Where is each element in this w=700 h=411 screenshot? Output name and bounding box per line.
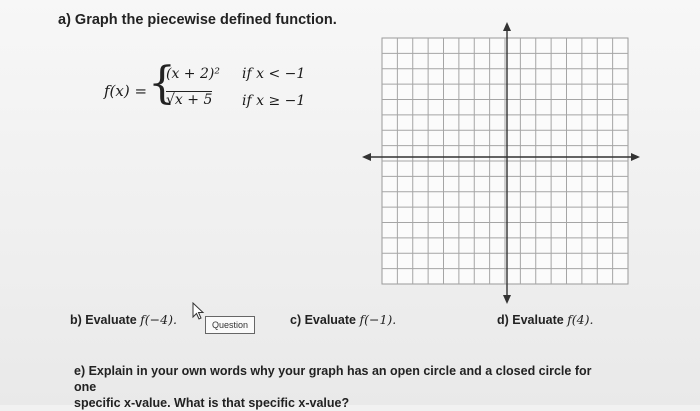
grid-svg[interactable] <box>362 22 640 304</box>
case-2-expression: √x + 5 <box>166 92 213 108</box>
x-axis-left-arrow-icon <box>362 153 371 161</box>
part-c: c) Evaluate f(−1). <box>290 312 397 327</box>
part-e <box>74 363 614 411</box>
x-axis-right-arrow-icon <box>631 153 640 161</box>
case-2-condition: if x ≥ −1 <box>242 93 306 109</box>
case-1-expression: (x + 2)² <box>166 66 220 82</box>
mouse-cursor-icon <box>192 302 206 325</box>
question-button[interactable]: Question <box>205 316 255 334</box>
case-1-condition: if x < −1 <box>242 66 306 82</box>
part-d: d) Evaluate f(4). <box>497 312 594 327</box>
function-name: f(x) = <box>104 82 148 100</box>
coordinate-grid[interactable] <box>362 22 640 304</box>
y-axis-up-arrow-icon <box>503 22 511 31</box>
y-axis-down-arrow-icon <box>503 295 511 304</box>
part-e-line-1: e) Explain in your own words why your graph has an open circle and a closed circle for one <box>74 364 592 394</box>
piecewise-brace: { <box>148 58 176 109</box>
part-b: b) Evaluate f(−4). <box>70 312 177 327</box>
part-a-title: a) Graph the piecewise defined function. <box>58 12 337 28</box>
part-e-line-2: specific x-value. What is that specific x-value? <box>74 396 350 410</box>
